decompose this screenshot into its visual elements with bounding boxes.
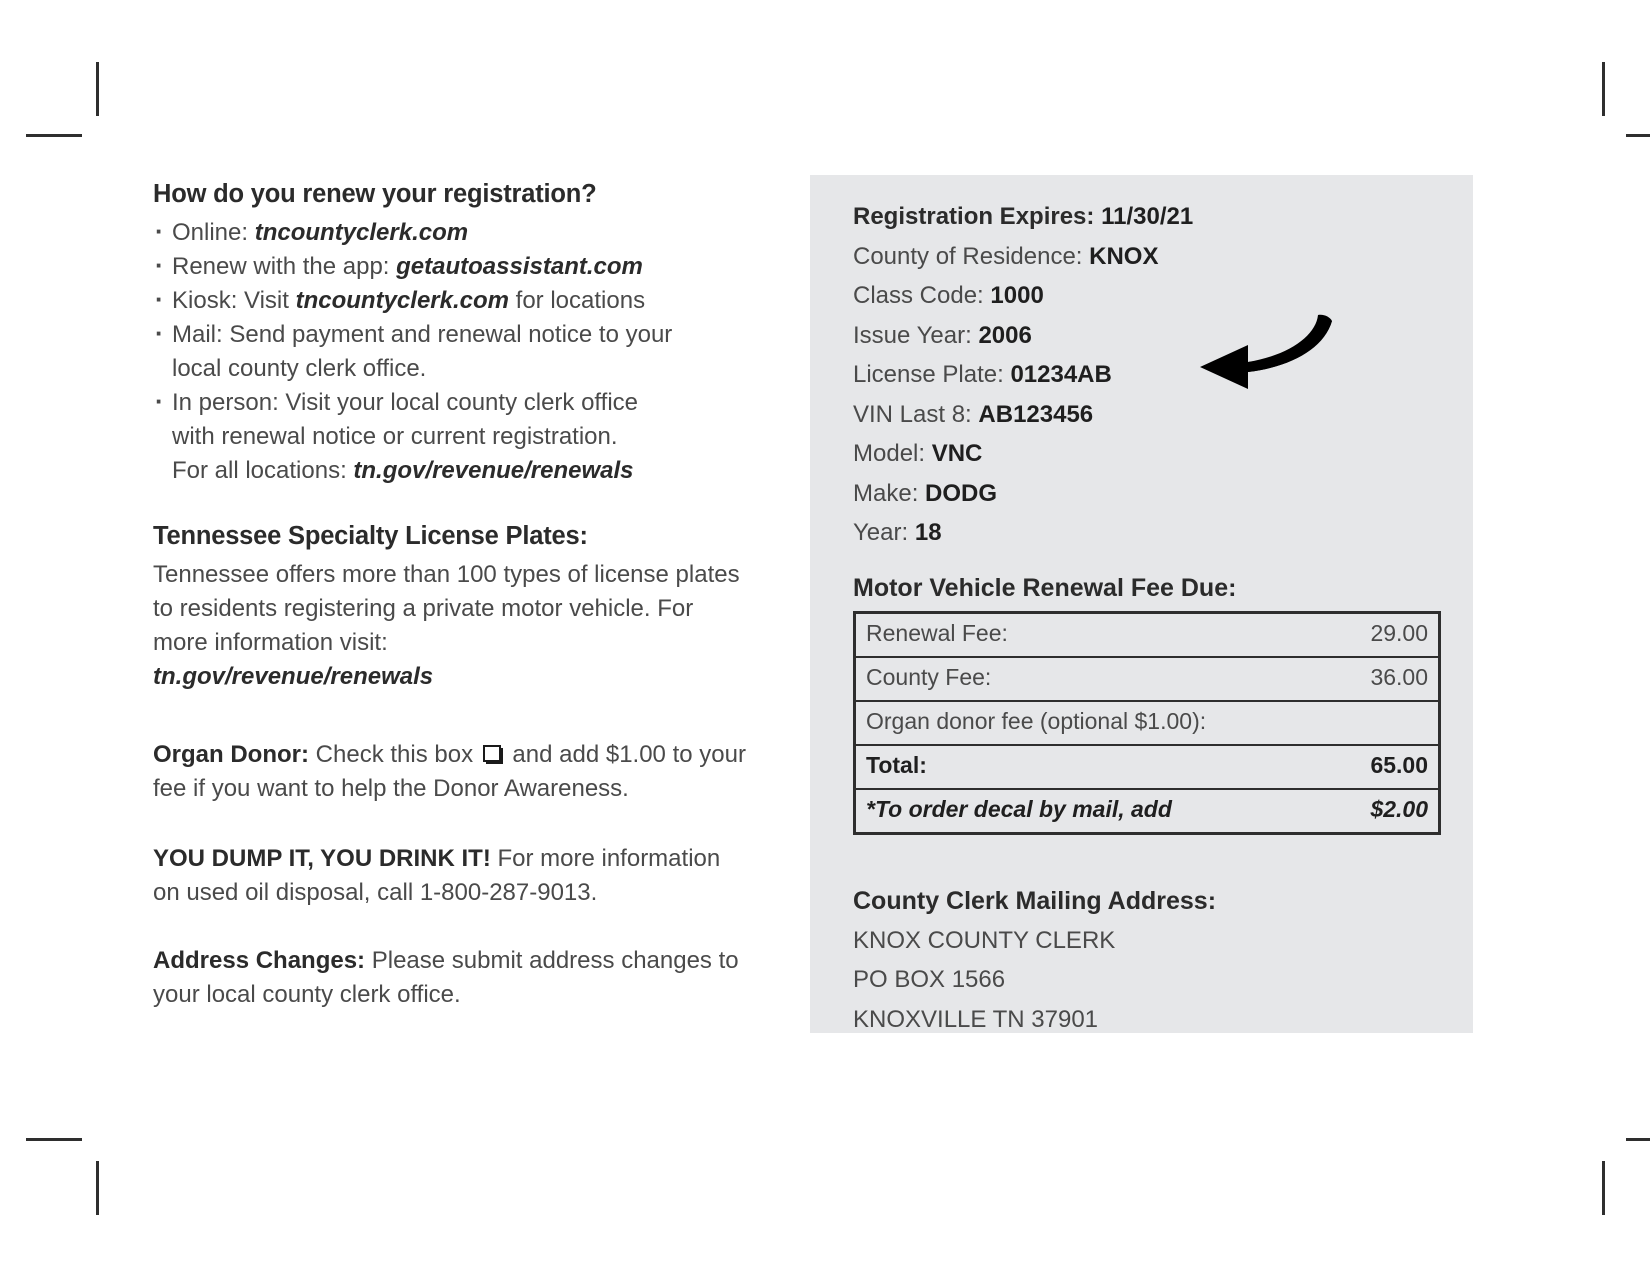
issue-year-value: 2006 <box>978 321 1032 349</box>
registration-expires-value: 11/30/21 <box>1101 203 1194 230</box>
decal-by-mail-amount: $2.00 <box>1288 789 1440 834</box>
field-registration-expires <box>853 197 1443 237</box>
table-row <box>855 701 1440 745</box>
class-code-label: Class Code: <box>853 282 984 309</box>
total-label: Total: <box>855 745 1289 789</box>
renewal-methods-heading: How do you renew your registration? <box>153 180 597 208</box>
list-item <box>153 250 753 284</box>
address-changes-text: Please submit address changes to your local county clerk office. <box>153 947 739 1008</box>
crop-mark-bottom-left-horizontal <box>26 1138 82 1141</box>
model-label: Model: <box>853 440 926 467</box>
registration-details-content <box>853 197 1443 1039</box>
total-amount: 65.00 <box>1288 745 1440 789</box>
field-class-code <box>853 276 1443 316</box>
renew-kiosk-label: Kiosk: Visit <box>172 287 296 314</box>
list-item <box>153 318 753 386</box>
renew-locations-prefix: For all locations: <box>172 457 354 484</box>
license-plate-value: 01234AB <box>1010 361 1112 388</box>
organ-donor-fee-label: Organ donor fee (optional $1.00): <box>855 701 1289 745</box>
renewal-fee-amount: 29.00 <box>1288 612 1440 657</box>
field-issue-year <box>853 316 1443 356</box>
county-fee-amount: 36.00 <box>1288 657 1440 701</box>
list-item <box>153 386 753 488</box>
specialty-plates-text: Tennessee offers more than 100 types of license plates to residents registering a private motor vehicle. For more information visit: <box>153 561 740 656</box>
registration-details-panel <box>810 175 1473 1033</box>
county-of-residence-value: KNOX <box>1089 242 1159 270</box>
renew-locations-link[interactable]: tn.gov/revenue/renewals <box>353 457 634 484</box>
renew-kiosk-link[interactable]: tncountyclerk.com <box>295 287 509 314</box>
county-of-residence-label: County of Residence: <box>853 242 1083 270</box>
address-changes-body <box>153 944 753 1012</box>
renew-online-link[interactable]: tncountyclerk.com <box>254 219 469 246</box>
address-changes-section <box>153 944 753 1012</box>
renew-mail-label: Mail: Send payment and renewal notice to your <box>172 321 673 348</box>
year-value: 18 <box>914 519 942 546</box>
renew-inperson-cont: with renewal notice or current registration. <box>172 423 618 450</box>
make-label: Make: <box>853 479 919 507</box>
used-oil-lead: YOU DUMP IT, YOU DRINK IT! <box>153 845 491 872</box>
renew-kiosk-tail: for locations <box>509 287 646 314</box>
renew-inperson-locations <box>172 454 753 488</box>
table-row <box>855 612 1440 657</box>
list-item <box>153 216 753 250</box>
used-oil-section <box>153 842 753 910</box>
issue-year-label: Issue Year: <box>853 321 972 349</box>
mailing-address-line-3: KNOXVILLE TN 37901 <box>853 1005 1099 1033</box>
table-row <box>855 657 1440 701</box>
table-row <box>855 745 1440 789</box>
mailing-address-heading: County Clerk Mailing Address: <box>853 886 1217 915</box>
crop-mark-top-right-vertical <box>1602 62 1605 116</box>
table-row <box>855 789 1440 834</box>
field-year <box>853 513 1443 553</box>
field-county-of-residence <box>853 237 1443 277</box>
renewal-fee-label: Renewal Fee: <box>855 612 1289 657</box>
renewal-methods-list <box>153 216 753 488</box>
used-oil-text: For more information on used oil disposal, call 1-800-287-9013. <box>153 845 721 906</box>
renew-inperson-label: In person: Visit your local county clerk office <box>172 389 639 416</box>
renewal-fee-table <box>853 611 1441 835</box>
renew-app-link[interactable]: getautoassistant.com <box>396 253 643 280</box>
fee-table-heading: Motor Vehicle Renewal Fee Due: <box>853 573 1237 602</box>
vin-last-8-value: AB123456 <box>978 400 1094 428</box>
class-code-value: 1000 <box>990 282 1044 309</box>
field-license-plate <box>853 355 1443 395</box>
crop-mark-top-left-horizontal <box>26 134 82 137</box>
left-information-column <box>153 180 753 1038</box>
organ-donor-text-after: and add $1.00 to your fee if you want to help the Donor Awareness. <box>153 741 746 802</box>
crop-mark-bottom-right-horizontal <box>1626 1138 1650 1141</box>
field-vin-last-8 <box>853 395 1443 435</box>
registration-expires-label: Registration Expires: <box>853 203 1095 230</box>
list-item <box>153 284 753 318</box>
address-changes-lead: Address Changes: <box>153 947 366 974</box>
organ-donor-checkbox-icon[interactable] <box>483 745 503 764</box>
specialty-plates-body <box>153 558 753 694</box>
field-model <box>853 434 1443 474</box>
organ-donor-lead: Organ Donor: <box>153 741 309 768</box>
year-label: Year: <box>853 519 909 546</box>
crop-mark-bottom-right-vertical <box>1602 1161 1605 1215</box>
crop-mark-top-right-horizontal <box>1626 134 1650 137</box>
specialty-plates-section <box>153 522 753 694</box>
organ-donor-section <box>153 738 753 806</box>
renew-app-label: Renew with the app: <box>172 253 397 280</box>
mailing-address-line-2: PO BOX 1566 <box>853 966 1006 993</box>
crop-mark-bottom-left-vertical <box>96 1161 99 1215</box>
renew-mail-cont: local county clerk office. <box>172 355 427 382</box>
field-make <box>853 474 1443 514</box>
specialty-plates-heading: Tennessee Specialty License Plates: <box>153 522 588 550</box>
organ-donor-text-before: Check this box <box>309 741 480 768</box>
specialty-plates-link[interactable]: tn.gov/revenue/renewals <box>153 663 434 690</box>
make-value: DODG <box>925 479 998 507</box>
used-oil-body <box>153 842 753 910</box>
county-fee-label: County Fee: <box>855 657 1289 701</box>
mailing-address-line-1: KNOX COUNTY CLERK <box>853 926 1116 954</box>
model-value: VNC <box>931 440 983 467</box>
renewal-methods-section <box>153 180 753 488</box>
organ-donor-fee-amount[interactable] <box>1288 701 1440 745</box>
license-plate-label: License Plate: <box>853 361 1004 388</box>
organ-donor-body <box>153 738 753 806</box>
vin-last-8-label: VIN Last 8: <box>853 400 972 428</box>
renew-online-label: Online: <box>172 219 255 246</box>
decal-by-mail-label: *To order decal by mail, add <box>855 789 1289 834</box>
crop-mark-top-left-vertical <box>96 62 99 116</box>
